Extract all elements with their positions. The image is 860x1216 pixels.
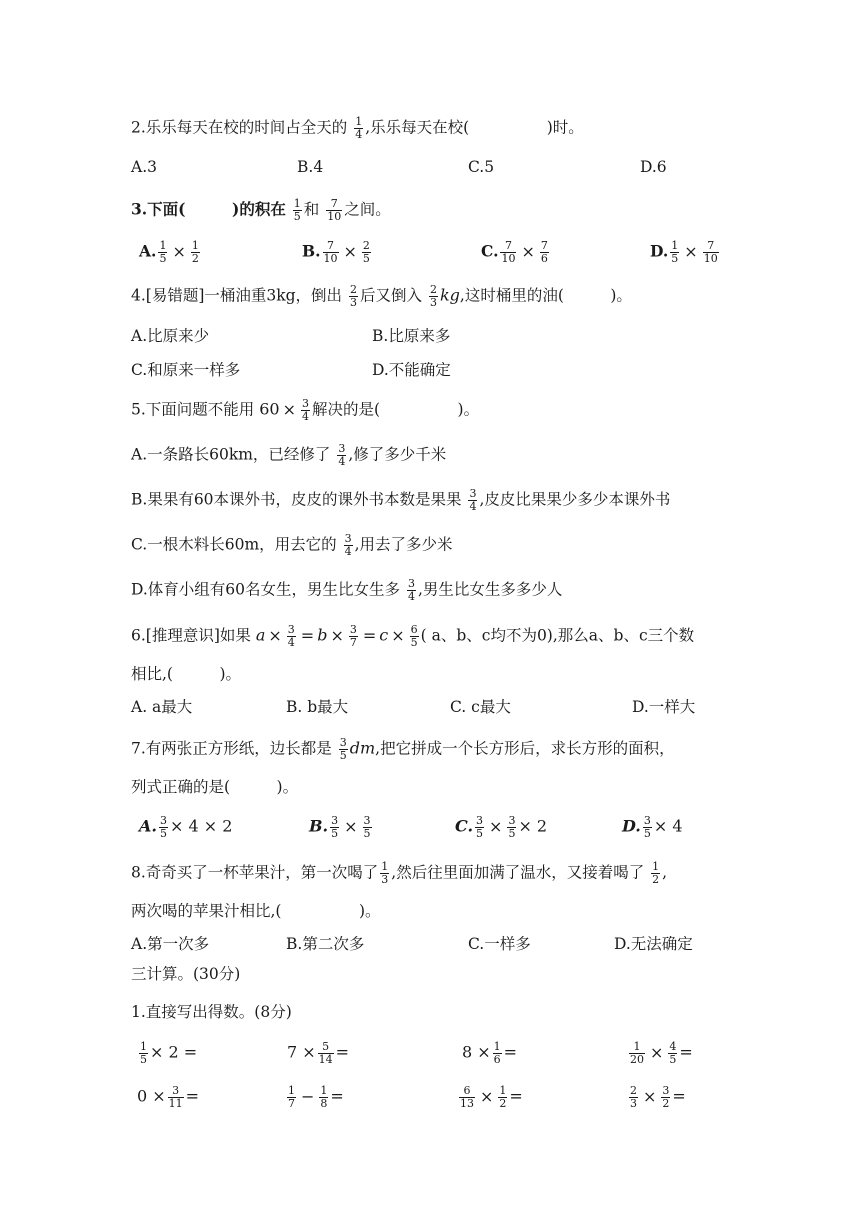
- q4-unit: kg: [439, 285, 460, 305]
- frac-num: 3: [287, 623, 295, 636]
- times-operator: ×: [521, 241, 535, 261]
- frac-num: 1: [320, 1084, 328, 1097]
- frac-den: 5: [410, 636, 418, 649]
- times-operator: ×: [172, 241, 186, 261]
- q5-stem: [131, 398, 479, 423]
- option-text-post: ,皮皮比果果少多少本课外书: [479, 490, 671, 509]
- option-text-pre: D.体育小组有60名女生，男生比女生多: [131, 580, 401, 599]
- option-fraction: [468, 488, 477, 513]
- option-label: B.: [309, 816, 329, 836]
- q2-option-a[interactable]: A.3: [131, 158, 157, 176]
- frac-num: 1: [288, 1084, 295, 1097]
- frac-den: 5: [159, 252, 167, 265]
- frac-num: 4: [669, 1040, 677, 1053]
- frac-num: 6: [459, 1085, 475, 1098]
- option-expr-rest: × 4 × 2: [169, 816, 233, 836]
- option-fraction-b: [703, 240, 719, 265]
- q7-stem: [131, 737, 675, 762]
- frac-num: 3: [168, 1085, 184, 1098]
- calc-item[interactable]: [137, 1085, 199, 1110]
- var-b: b: [317, 625, 328, 645]
- option-fraction: [337, 443, 346, 468]
- option-expr-rest: × 4: [653, 816, 683, 836]
- q3-option-a[interactable]: [139, 240, 202, 265]
- option-fraction-a: [158, 240, 167, 265]
- frac-den: 5: [293, 210, 301, 223]
- q8-fraction-2: [651, 861, 660, 886]
- frac-den: 3: [429, 296, 437, 309]
- q5-option-d[interactable]: [131, 578, 562, 603]
- option-fraction: [643, 815, 652, 840]
- frac-num: 1: [652, 860, 660, 873]
- option-text-post: ,修了多少千米: [348, 445, 447, 464]
- calc-item[interactable]: [627, 1041, 693, 1066]
- q7-fraction: [339, 737, 348, 762]
- option-text-pre: A.一条路长60km，已经修了: [131, 445, 331, 464]
- frac-num: 3: [508, 814, 516, 827]
- option-text-post: ,用去了多少米: [354, 535, 453, 554]
- frac-den: 3: [630, 1097, 637, 1110]
- frac-num: 1: [381, 860, 389, 873]
- frac-num: 1: [629, 1041, 645, 1054]
- frac-num: 1: [671, 239, 679, 252]
- frac-num: 3: [159, 814, 167, 827]
- q4-fraction-1: [349, 284, 358, 309]
- frac-num: 7: [540, 239, 548, 252]
- frac-num: 1: [191, 239, 199, 252]
- q6-option-a[interactable]: A. a最大: [131, 698, 193, 716]
- calc-fraction-2: [498, 1085, 507, 1110]
- q5-option-b[interactable]: [131, 488, 670, 513]
- frac-den: 5: [140, 1053, 147, 1066]
- q4-text-post: ,这时桶里的油( )。: [459, 286, 632, 305]
- frac-num: 1: [493, 1040, 501, 1053]
- q7-stem-line2: 列式正确的是( )。: [131, 778, 299, 796]
- var-a: a: [255, 625, 266, 645]
- frac-num: 3: [339, 736, 347, 749]
- frac-num: 3: [643, 814, 651, 827]
- q4-text-mid: 后又倒入: [360, 286, 423, 305]
- q2-option-d[interactable]: D.6: [640, 158, 667, 176]
- calc-expr-rest: =: [335, 1042, 350, 1062]
- q7-text-post: ,把它拼成一个长方形后，求长方形的面积，: [375, 739, 675, 758]
- calc-item[interactable]: [627, 1085, 686, 1110]
- q3-text-post: 之间。: [344, 200, 391, 219]
- calc-fraction: [493, 1041, 502, 1066]
- q4-text-pre: 4.[易错题]一桶油重3kg，倒出: [131, 286, 343, 305]
- calc-expr-lead: 8 ×: [462, 1042, 491, 1062]
- frac-den: 5: [362, 252, 370, 265]
- frac-num: 3: [469, 487, 477, 500]
- q7-option-c[interactable]: [455, 815, 547, 840]
- calc-item[interactable]: [462, 1041, 517, 1066]
- frac-num: 3: [349, 623, 357, 636]
- q7-text-pre: 7.有两张正方形纸，边长都是: [131, 739, 332, 758]
- option-fraction-b: [191, 240, 200, 265]
- q6-stem: [131, 624, 694, 649]
- frac-den: 6: [540, 252, 548, 265]
- option-text-pre: B.果果有60本课外书，皮皮的课外书本数是果果: [131, 490, 462, 509]
- q6-text-pre: 6.[推理意识]如果: [131, 626, 251, 645]
- option-label: A.: [139, 816, 157, 836]
- option-fraction: [330, 815, 339, 840]
- frac-den: 5: [331, 827, 339, 840]
- times-operator: ×: [343, 241, 357, 261]
- frac-num: 1: [355, 115, 363, 128]
- q7-unit: dm: [349, 738, 376, 758]
- frac-num: 3: [338, 442, 346, 455]
- frac-den: 5: [643, 827, 651, 840]
- option-fraction-2: [507, 815, 516, 840]
- frac-num: 7: [703, 240, 719, 253]
- frac-den: 5: [363, 827, 371, 840]
- calc-fraction: [318, 1041, 334, 1066]
- equals-operator: =: [362, 625, 377, 645]
- calc-fraction-2: [319, 1085, 328, 1110]
- option-fraction: [475, 815, 484, 840]
- frac-num: 2: [429, 283, 437, 296]
- calc-fraction: [139, 1041, 148, 1066]
- q7-option-d[interactable]: [622, 815, 683, 840]
- frac-den: 5: [476, 827, 484, 840]
- calc-expr-rest: × 2 =: [150, 1042, 198, 1062]
- calc-expr-rest: =: [503, 1042, 518, 1062]
- frac-den: 10: [323, 252, 338, 265]
- q8-text-post: ,: [662, 863, 668, 882]
- times-operator: ×: [643, 1086, 657, 1106]
- q7-option-b[interactable]: [309, 815, 374, 840]
- frac-num: 1: [159, 239, 167, 252]
- q2-stem: [131, 116, 584, 141]
- q2-text-pre: 2.乐乐每天在校的时间占全天的: [131, 118, 348, 137]
- frac-den: 2: [652, 873, 660, 886]
- calc-fraction-2: [668, 1041, 677, 1066]
- q8-option-c[interactable]: C.一样多: [468, 935, 531, 953]
- q6-text-post: ( a、b、c均不为0),那么a、b、c三个数: [420, 626, 695, 645]
- times-operator: ×: [650, 1042, 664, 1062]
- var-c: c: [379, 625, 389, 645]
- q2-fraction: [354, 116, 363, 141]
- frac-num: 5: [318, 1041, 334, 1054]
- option-text-post: ,男生比女生多多少人: [417, 580, 563, 599]
- option-text-pre: C.一根木料长60m，用去它的: [131, 535, 337, 554]
- frac-den: 7: [288, 1097, 295, 1110]
- calc-fraction: [629, 1085, 638, 1110]
- frac-den: 5: [671, 252, 679, 265]
- option-label: C.: [481, 241, 499, 261]
- calc-fraction: [629, 1041, 645, 1066]
- frac-den: 4: [287, 636, 295, 649]
- calc-item[interactable]: [137, 1041, 197, 1066]
- frac-den: 3: [381, 873, 389, 886]
- times-operator: ×: [684, 241, 698, 261]
- q2-option-b[interactable]: B.4: [297, 158, 324, 176]
- frac-den: 11: [168, 1097, 183, 1110]
- frac-den: 4: [407, 590, 415, 603]
- times-operator: ×: [480, 1086, 494, 1106]
- option-fraction: [344, 533, 353, 558]
- frac-den: 4: [344, 545, 352, 558]
- calc-expr-rest: =: [185, 1086, 200, 1106]
- q5-expr-number: 60: [259, 399, 280, 419]
- q8-option-a[interactable]: A.第一次多: [131, 935, 210, 953]
- frac-num: 1: [140, 1040, 147, 1053]
- q7-option-a[interactable]: [139, 815, 232, 840]
- frac-den: 2: [191, 252, 199, 265]
- q5-option-c[interactable]: [131, 533, 453, 558]
- times-operator: ×: [391, 625, 405, 645]
- times-operator: ×: [330, 625, 344, 645]
- frac-num: 3: [662, 1084, 670, 1097]
- frac-den: 8: [320, 1097, 328, 1110]
- calc-fraction: [459, 1085, 475, 1110]
- option-label: D.: [622, 816, 641, 836]
- frac-den: 5: [339, 749, 347, 762]
- frac-den: 13: [460, 1097, 474, 1110]
- calc-fraction: [287, 1085, 296, 1110]
- calc-item[interactable]: [285, 1085, 344, 1110]
- q6-stem-line2: 相比,( )。: [131, 665, 242, 683]
- section-3-title: 三计算。(30分): [131, 965, 241, 983]
- frac-den: 2: [499, 1097, 507, 1110]
- times-operator: ×: [344, 816, 358, 836]
- option-expr-rest: × 2: [518, 816, 548, 836]
- calc-fraction-2: [661, 1085, 670, 1110]
- calc-expr-rest: =: [679, 1042, 693, 1062]
- q3-text-mid: 和: [303, 200, 320, 219]
- frac-num: 3: [476, 814, 484, 827]
- option-label: A.: [139, 241, 157, 261]
- frac-num: 7: [500, 240, 516, 253]
- frac-den: 4: [355, 128, 363, 141]
- q6-fraction-2: [349, 624, 358, 649]
- option-fraction: [407, 578, 416, 603]
- q3-option-b[interactable]: [302, 240, 373, 265]
- section-3-subtitle: 1.直接写出得数。(8分): [131, 1003, 292, 1021]
- q3-text-pre: 3.下面( )的积在: [131, 199, 286, 219]
- q4-option-d[interactable]: D.不能确定: [372, 361, 451, 379]
- q4-stem: [131, 284, 632, 309]
- calc-fraction: [168, 1085, 184, 1110]
- q2-text-post: ,乐乐每天在校( )时。: [365, 118, 584, 137]
- calc-expr-lead: 0 ×: [137, 1086, 166, 1106]
- q5-option-a[interactable]: [131, 443, 446, 468]
- frac-den: 6: [493, 1053, 501, 1066]
- frac-den: 10: [327, 210, 342, 223]
- option-fraction-2: [363, 815, 372, 840]
- q8-stem-line2: 两次喝的苹果汁相比,( )。: [131, 902, 381, 920]
- q4-option-a[interactable]: A.比原来少: [131, 327, 210, 345]
- q6-option-d[interactable]: D.一样大: [632, 698, 696, 716]
- q6-fraction-3: [410, 624, 419, 649]
- option-fraction-a: [670, 240, 679, 265]
- option-fraction-a: [323, 240, 339, 265]
- option-fraction: [159, 815, 168, 840]
- q8-text-mid: ,然后往里面加满了温水，又接着喝了: [391, 863, 645, 882]
- calc-expr-rest: =: [330, 1086, 344, 1106]
- frac-den: 5: [508, 827, 516, 840]
- q8-stem: [131, 861, 667, 886]
- calc-item[interactable]: [287, 1041, 349, 1066]
- frac-num: 3: [302, 397, 309, 410]
- q6-fraction-1: [287, 624, 296, 649]
- calc-item[interactable]: [457, 1085, 523, 1110]
- frac-den: 10: [703, 252, 718, 265]
- q8-text-pre: 8.奇奇买了一杯苹果汁，第一次喝了: [131, 863, 379, 882]
- frac-den: 7: [349, 636, 357, 649]
- frac-den: 4: [302, 410, 309, 423]
- q6-option-b[interactable]: B. b最大: [286, 698, 349, 716]
- calc-expr-lead: 7 ×: [287, 1042, 316, 1062]
- option-label: D.: [650, 241, 669, 261]
- frac-num: 2: [350, 283, 357, 296]
- frac-num: 2: [362, 239, 370, 252]
- calc-expr-rest: =: [509, 1086, 523, 1106]
- q4-fraction-2: [429, 284, 438, 309]
- q3-stem: [131, 198, 391, 223]
- equals-operator: =: [300, 625, 315, 645]
- option-fraction-b: [540, 240, 549, 265]
- q4-option-b[interactable]: B.比原来多: [372, 327, 451, 345]
- times-operator: ×: [489, 816, 503, 836]
- frac-den: 2: [662, 1097, 670, 1110]
- q6-option-c[interactable]: C. c最大: [450, 698, 511, 716]
- frac-num: 3: [407, 577, 415, 590]
- frac-num: 3: [344, 532, 352, 545]
- calc-expr-rest: =: [672, 1086, 686, 1106]
- minus-operator: −: [301, 1086, 315, 1106]
- frac-den: 14: [318, 1053, 333, 1066]
- frac-num: 3: [363, 814, 371, 827]
- q5-fraction: [301, 398, 310, 423]
- option-label: C.: [455, 816, 474, 836]
- q8-option-d[interactable]: D.无法确定: [614, 935, 693, 953]
- q3-option-d[interactable]: [650, 240, 721, 265]
- frac-den: 3: [350, 296, 357, 309]
- option-label: B.: [302, 241, 321, 261]
- frac-den: 10: [501, 252, 516, 265]
- option-fraction-a: [500, 240, 516, 265]
- q2-option-c[interactable]: C.5: [468, 158, 495, 176]
- q5-text-pre: 5.下面问题不能用: [131, 400, 255, 419]
- frac-num: 1: [293, 197, 301, 210]
- q8-fraction-1: [380, 861, 389, 886]
- times-operator: ×: [268, 625, 282, 645]
- q8-option-b[interactable]: B.第二次多: [286, 935, 365, 953]
- frac-den: 5: [669, 1053, 677, 1066]
- option-fraction-b: [362, 240, 371, 265]
- frac-den: 4: [469, 500, 477, 513]
- frac-den: 5: [159, 827, 167, 840]
- frac-den: 4: [338, 455, 346, 468]
- frac-num: 7: [323, 240, 339, 253]
- frac-num: 2: [630, 1084, 637, 1097]
- q4-option-c[interactable]: C.和原来一样多: [131, 361, 241, 379]
- frac-num: 6: [410, 623, 418, 636]
- frac-den: 20: [630, 1053, 644, 1066]
- frac-num: 7: [326, 198, 342, 211]
- q3-option-c[interactable]: [481, 240, 551, 265]
- q5-text-post: 解决的是( )。: [312, 400, 480, 419]
- frac-num: 3: [331, 814, 339, 827]
- times-operator: ×: [282, 399, 296, 419]
- frac-num: 1: [499, 1084, 507, 1097]
- q3-fraction-2: [326, 198, 342, 223]
- q3-fraction-1: [293, 198, 302, 223]
